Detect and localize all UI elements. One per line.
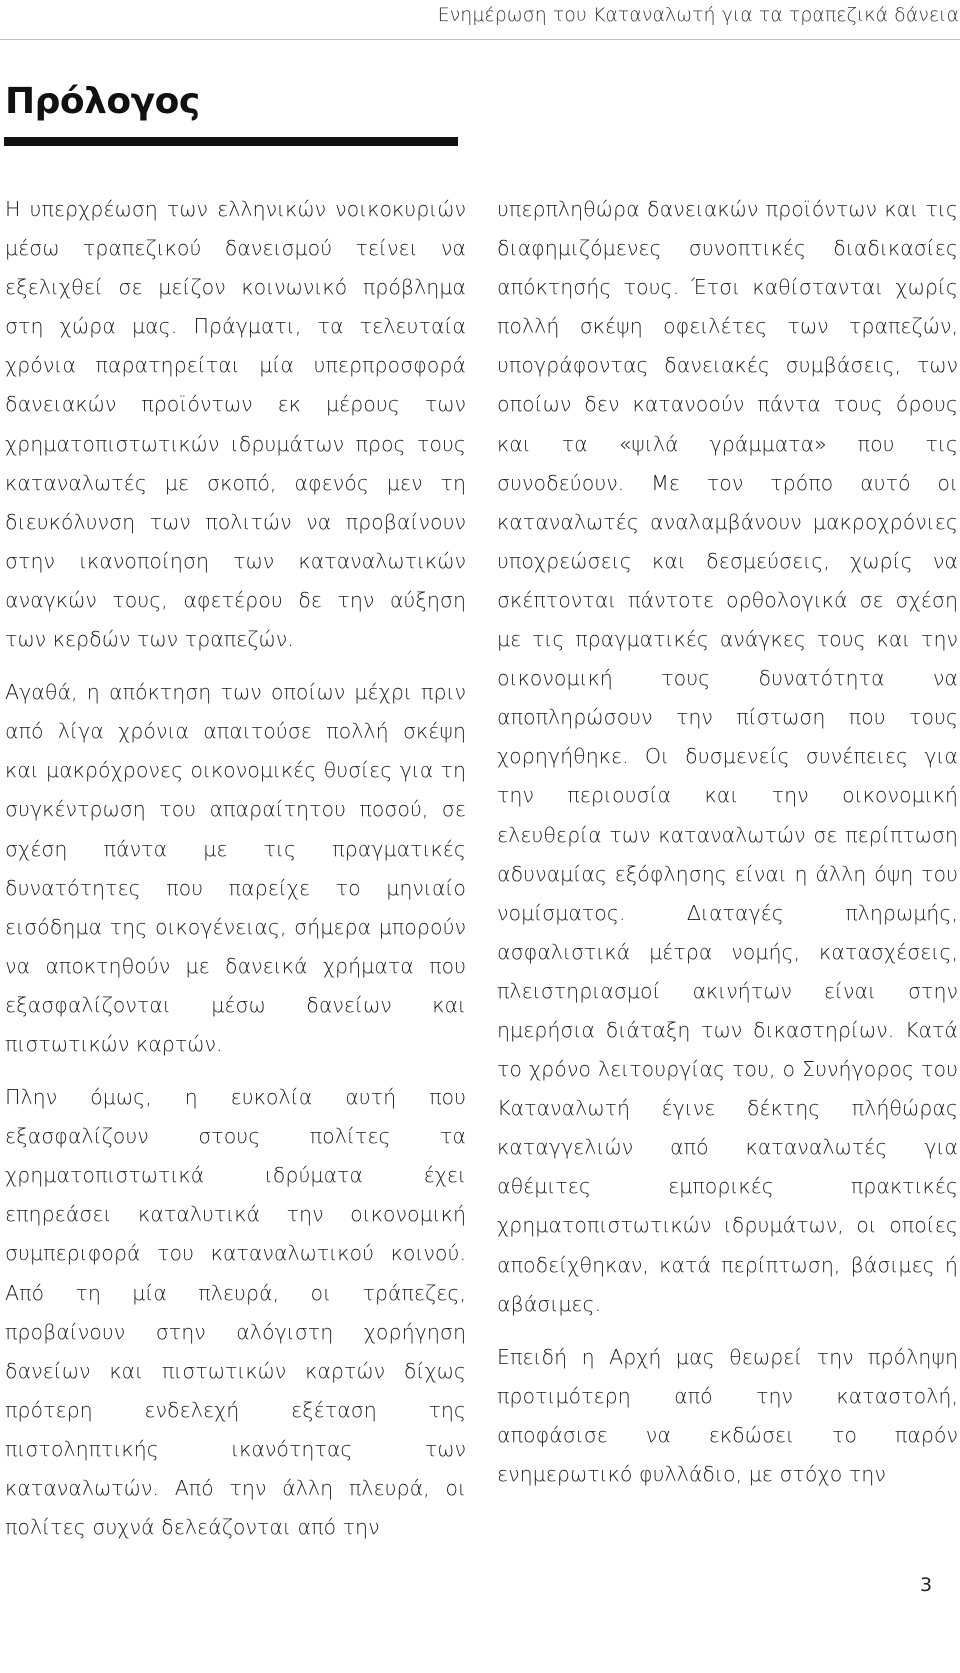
left-column: [5, 190, 466, 1561]
right-column: [497, 190, 958, 1508]
running-header: Ενημέρωση του Καταναλωτή για τα τραπεζικά δάνεια: [437, 4, 959, 26]
left-paragraph-3: Πλην όμως, η ευκολία αυτή που εξασφαλίζουν στους πολίτες τα χρηματοπιστωτικά ιδρύματα έχει επηρεάσει καταλυτικά την οικονομική συμπεριφορά του καταναλωτικού κοινού. Από τη μία πλευρά, οι τράπεζες, προβαίνουν στην αλόγιστη χορήγηση δανείων και πιστωτικών καρτών δίχως πρότερη ενδελεχή εξέταση της πιστοληπτικής ικανότητας των καταναλωτών. Από την άλλη πλευρά, οι πολίτες συχνά δελεάζονται από την: [5, 1085, 466, 1540]
chapter-title: Πρόλογος: [5, 81, 200, 122]
left-paragraph-2: Αγαθά, η απόκτηση των οποίων μέχρι πριν από λίγα χρόνια απαιτούσε πολλή σκέψη και μακρόχρονες οικονομικές θυσίες για τη συγκέντρωση του απαραίτητου ποσού, σε σχέση πάντα με τις πραγματικές δυνατότητες που παρείχε το μηνιαίο εισόδημα της οικογένειας, σήμερα μπορούν να αποκτηθούν με δανεικά χρήματα που εξασφαλίζονται μέσω δανείων και πιστωτικών καρτών.: [5, 680, 466, 1056]
left-paragraph-1: Η υπερχρέωση των ελληνικών νοικοκυριών μέσω τραπεζικού δανεισμού τείνει να εξελιχθεί σε μείζον κοινωνικό πρόβλημα στη χώρα μας. Πράγματι, τα τελευταία χρόνια παρατηρείται μία υπερπροσφορά δανειακών προϊόντων εκ μέρους των χρηματοπιστωτικών ιδρυμάτων προς τους καταναλωτές με σκοπό, αφενός μεν τη διευκόλυνση των πολιτών να προβαίνουν στην ικανοποίηση των καταναλωτικών αναγκών τους, αφετέρου δε την αύξηση των κερδών των τραπεζών.: [5, 197, 466, 652]
header-rule: [0, 39, 960, 40]
title-underline-bar: [4, 137, 458, 146]
page-number: 3: [920, 1574, 933, 1596]
right-paragraph-2: Επειδή η Αρχή μας θεωρεί την πρόληψη προτιμότερη από την καταστολή, αποφάσισε να εκδώσει το παρόν ενημερωτικό φυλλάδιο, με στόχο την: [497, 1344, 958, 1486]
right-paragraph-1: υπερπληθώρα δανειακών προϊόντων και τις διαφημιζόμενες συνοπτικές διαδικασίες απόκτησής τους. Έτσι καθίστανται χωρίς πολλή σκέψη οφειλέτες των τραπεζών, υπογράφοντας δανειακές συμβάσεις, των οποίων δεν κατανοούν πάντα τους όρους και τα «ψιλά γράμματα» που τις συνοδεύουν. Με τον τρόπο αυτό οι καταναλωτές αναλαμβάνουν μακροχρόνιες υποχρεώσεις και δεσμεύσεις, χωρίς να σκέπτονται πάντοτε ορθολογικά σε σχέση με τις πραγματικές ανάγκες τους και την οικονομική τους δυνατότητα να αποπληρώσουν την πίστωση που τους χορηγήθηκε. Οι δυσμενείς συνέπειες για την περιουσία και την οικονομική ελευθερία των καταναλωτών σε περίπτωση αδυναμίας εξόφλησης είναι η άλλη όψη του νομίσματος. Διαταγές πληρωμής, ασφαλιστικά μέτρα νομής, κατασχέσεις, πλειστηριασμοί ακινήτων είναι στην ημερήσια διάταξη των δικαστηρίων. Κατά το χρόνο λειτουργίας του, ο Συνήγορος του Καταναλωτή έγινε δέκτης πλήθώρας καταγγελιών από καταναλωτές για αθέμιτες εμπορικές πρακτικές χρηματοπιστωτικών ιδρυμάτων, οι οποίες αποδείχθηκαν, κατά περίπτωση, βάσιμες ή αβάσιμες.: [497, 197, 958, 1316]
